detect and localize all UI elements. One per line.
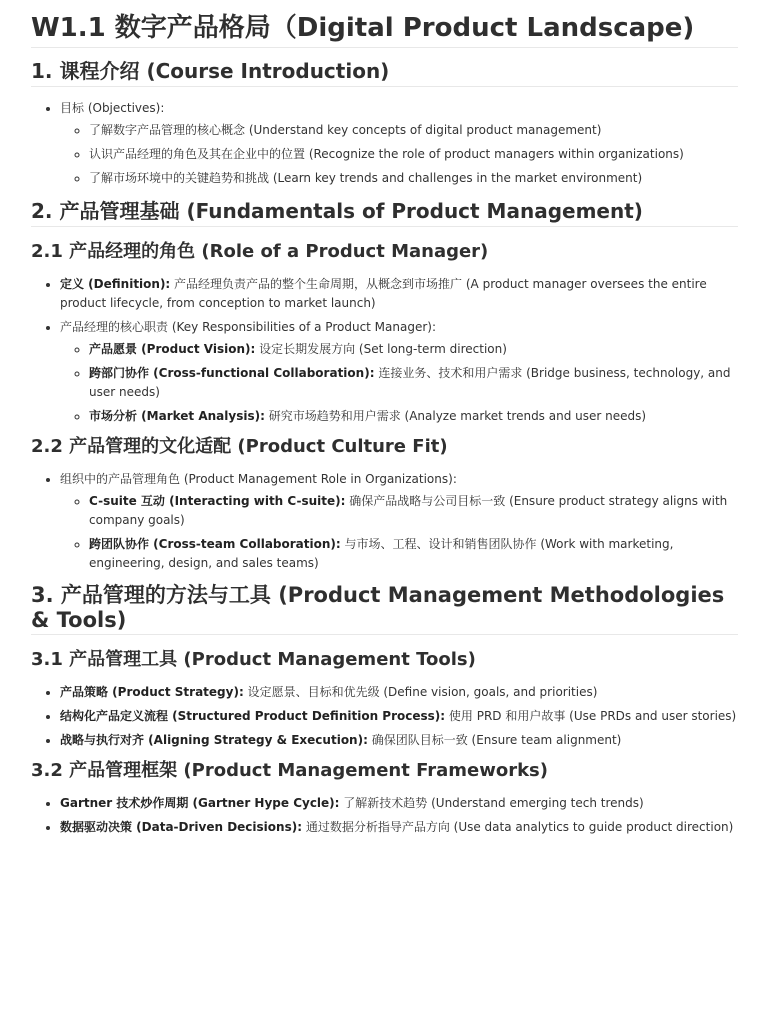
list-item xyxy=(89,364,738,402)
item-text: 研究市场趋势和用户需求 (Analyze market trends and user needs) xyxy=(264,409,647,423)
item-label: 战略与执行对齐 (Aligning Strategy & Execution): xyxy=(60,733,368,747)
item-label: 结构化产品定义流程 (Structured Product Definition Process): xyxy=(60,709,446,723)
item-label: Gartner 技术炒作周期 (Gartner Hype Cycle): xyxy=(60,796,340,810)
item-label: C-suite 互动 (Interacting with C-suite): xyxy=(89,494,346,508)
item-label: 市场分析 (Market Analysis): xyxy=(89,409,265,423)
list-item xyxy=(89,407,738,426)
item-text: 与市场、工程、设计和销售团队协作 (Work with marketing, engineering, design, and sales teams) xyxy=(89,537,674,570)
responsibilities-label: 产品经理的核心职责 (Key Responsibilities of a Product Manager): xyxy=(60,320,437,334)
item-text: 确保团队目标一致 (Ensure team alignment) xyxy=(367,733,622,747)
role-list xyxy=(60,492,738,573)
item-text: 了解新技术趋势 (Understand emerging tech trends) xyxy=(339,796,644,810)
list-item xyxy=(60,99,738,188)
item-label: 跨部门协作 (Cross-functional Collaboration): xyxy=(89,366,375,380)
item-label: 定义 (Definition): xyxy=(60,277,171,291)
item-text: 使用 PRD 和用户故事 (Use PRDs and user stories) xyxy=(445,709,737,723)
list-item xyxy=(60,731,738,750)
item-label: 数据驱动决策 (Data-Driven Decisions): xyxy=(60,820,303,834)
list-item: ◦ 了解市场环境中的关键趋势和挑战 (Learn key trends and challenges in the market environment) xyxy=(89,169,738,188)
responsibilities-list xyxy=(60,340,738,426)
section-2-heading: 2. 产品管理基础 (Fundamentals of Product Management) xyxy=(31,198,738,227)
item-text: 产品经理负责产品的整个生命周期，从概念到市场推广 (A product manager oversees the entire product lifecycle, from conception to market launch) xyxy=(60,277,707,310)
list-item: ◦ 了解数字产品管理的核心概念 (Understand key concepts of digital product management) xyxy=(89,121,738,140)
list-item xyxy=(60,683,738,702)
item-label: 产品策略 (Product Strategy): xyxy=(60,685,244,699)
list-item: ◦ 认识产品经理的角色及其在企业中的位置 (Recognize the role of product managers within organizations) xyxy=(89,145,738,164)
section-3-1-list xyxy=(31,683,738,750)
list-item xyxy=(60,275,738,313)
item-label: 产品愿景 (Product Vision): xyxy=(89,342,256,356)
list-item xyxy=(60,818,738,837)
item-text: 连接业务、技术和用户需求 (Bridge business, technology, and user needs) xyxy=(89,366,731,399)
section-2-2-list xyxy=(31,470,738,573)
objectives-list xyxy=(60,121,738,188)
item-text: 通过数据分析指导产品方向 (Use data analytics to guide product direction) xyxy=(302,820,734,834)
list-item xyxy=(89,535,738,573)
list-item xyxy=(60,794,738,813)
item-text: 设定长期发展方向 (Set long-term direction) xyxy=(255,342,507,356)
section-3-1-heading: 3.1 产品管理工具 (Product Management Tools) xyxy=(31,649,476,670)
section-1-list xyxy=(31,99,738,188)
section-2-1-list xyxy=(31,275,738,426)
item-text: 确保产品战略与公司目标一致 (Ensure product strategy aligns with company goals) xyxy=(89,494,728,527)
role-label: 组织中的产品管理角色 (Product Management Role in Organizations): xyxy=(60,472,457,486)
section-3-2-list xyxy=(31,794,738,837)
list-item xyxy=(60,707,738,726)
section-3-2-heading: 3.2 产品管理框架 (Product Management Frameworks) xyxy=(31,760,548,781)
section-1-heading: 1. 课程介绍 (Course Introduction) xyxy=(31,58,738,87)
list-item xyxy=(60,470,738,573)
section-3-heading: 3. 产品管理的方法与工具 (Product Management Methodologies & Tools) xyxy=(31,583,738,635)
objectives-label: 目标 (Objectives): xyxy=(60,101,165,115)
page-title: W1.1 数字产品格局（Digital Product Landscape) xyxy=(31,10,738,48)
list-item xyxy=(89,492,738,530)
item-text: 设定愿景、目标和优先级 (Define vision, goals, and priorities) xyxy=(243,685,598,699)
list-item xyxy=(60,318,738,426)
section-2-2-heading: 2.2 产品管理的文化适配 (Product Culture Fit) xyxy=(31,436,448,457)
section-2-1-heading: 2.1 产品经理的角色 (Role of a Product Manager) xyxy=(31,241,489,262)
item-label: 跨团队协作 (Cross-team Collaboration): xyxy=(89,537,341,551)
list-item xyxy=(89,340,738,359)
